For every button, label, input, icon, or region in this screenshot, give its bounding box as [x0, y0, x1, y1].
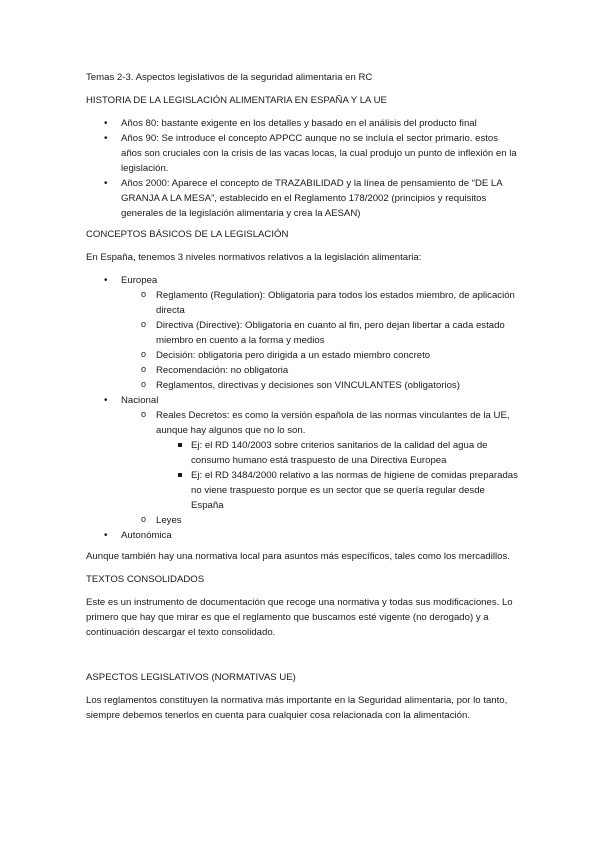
- reales-decretos-text: Reales Decretos: es como la versión española de las normas vinculantes de la UE, aunque hay algunos que no lo son.: [156, 410, 510, 436]
- aspectos-heading: ASPECTOS LEGISLATIVOS (NORMATIVAS UE): [86, 672, 296, 683]
- list-item: o Recomendación: no obligatoria: [121, 363, 518, 378]
- conceptos-intro: En España, tenemos 3 niveles normativos relativos a la legislación alimentaria:: [86, 252, 422, 263]
- list-item: Ej: el RD 3484/2000 relativo a las normas de higiene de comidas preparadas no viene traspuesto porque es un sector que se quería regular desde España: [156, 468, 518, 513]
- list-item: • Años 80: bastante exigente en los detalles y basado en el análisis del producto final: [86, 116, 518, 131]
- historia-heading: HISTORIA DE LA LEGISLACIÓN ALIMENTARIA EN ESPAÑA Y LA UE: [86, 95, 387, 106]
- nivel-europea-label: Europea: [121, 275, 158, 286]
- list-item: o Directiva (Directive): Obligatoria en cuanto al fin, pero dejan libertar a cada estado miembro en cuento a la forma y medios: [121, 318, 518, 348]
- list-item: • Años 90: Se introduce el concepto APPCC aunque no se incluía el sector primario. estos años son cruciales con la crisis de las vacas locas, la cual produjo un punto de inflexión en la legislación.: [86, 131, 518, 176]
- historia-list: [86, 116, 518, 221]
- nacional-sublist: [121, 408, 518, 528]
- list-item: o Reglamento (Regulation): Obligatoria para todos los estados miembro, de aplicación directa: [121, 288, 518, 318]
- nivel-europea: [86, 273, 518, 393]
- textos-body: Este es un instrumento de documentación que recoge una normativa y todas sus modificaciones. Lo primero que hay que mirar es que el reglamento que buscamos esté vigente (no derogado) y a continuación descargar el texto consolidado.: [86, 597, 513, 638]
- list-item: • Años 2000: Aparece el concepto de TRAZABILIDAD y la línea de pensamiento de “DE LA GRANJA A LA MESA”, establecido en el Reglamento 178/2002 (principios y requisitos generales de la legislación alimentaria y crea la AESAN): [86, 176, 518, 221]
- textos-heading: TEXTOS CONSOLIDADOS: [86, 574, 205, 585]
- nivel-autonomica: • Autonómica: [86, 528, 518, 543]
- ejemplos-list: [156, 438, 518, 513]
- nivel-nacional-label: Nacional: [121, 395, 159, 406]
- list-item: o Decisión: obligatoria pero dirigida a un estado miembro concreto: [121, 348, 518, 363]
- list-item: Ej: el RD 140/2003 sobre criterios sanitarios de la calidad del agua de consumo humano está traspuesto de una Directiva Europea: [156, 438, 518, 468]
- niveles-list: [86, 273, 518, 543]
- europea-sublist: [121, 288, 518, 393]
- nota-local: Aunque también hay una normativa local para asuntos más específicos, tales como los mercadillos.: [86, 551, 510, 562]
- nivel-nacional: [86, 393, 518, 528]
- conceptos-heading: CONCEPTOS BÁSICOS DE LA LEGISLACIÓN: [86, 229, 289, 240]
- list-item: o Leyes: [121, 513, 518, 528]
- document-title: Temas 2-3. Aspectos legislativos de la seguridad alimentaria en RC: [86, 72, 373, 83]
- document-page: [86, 70, 518, 731]
- list-item: o Reglamentos, directivas y decisiones son VINCULANTES (obligatorios): [121, 378, 518, 393]
- aspectos-body: Los reglamentos constituyen la normativa más importante en la Seguridad alimentaria, por lo tanto, siempre debemos tenerlos en cuenta para cualquier cosa relacionada con la alimentación.: [86, 695, 508, 721]
- list-item: [121, 408, 518, 513]
